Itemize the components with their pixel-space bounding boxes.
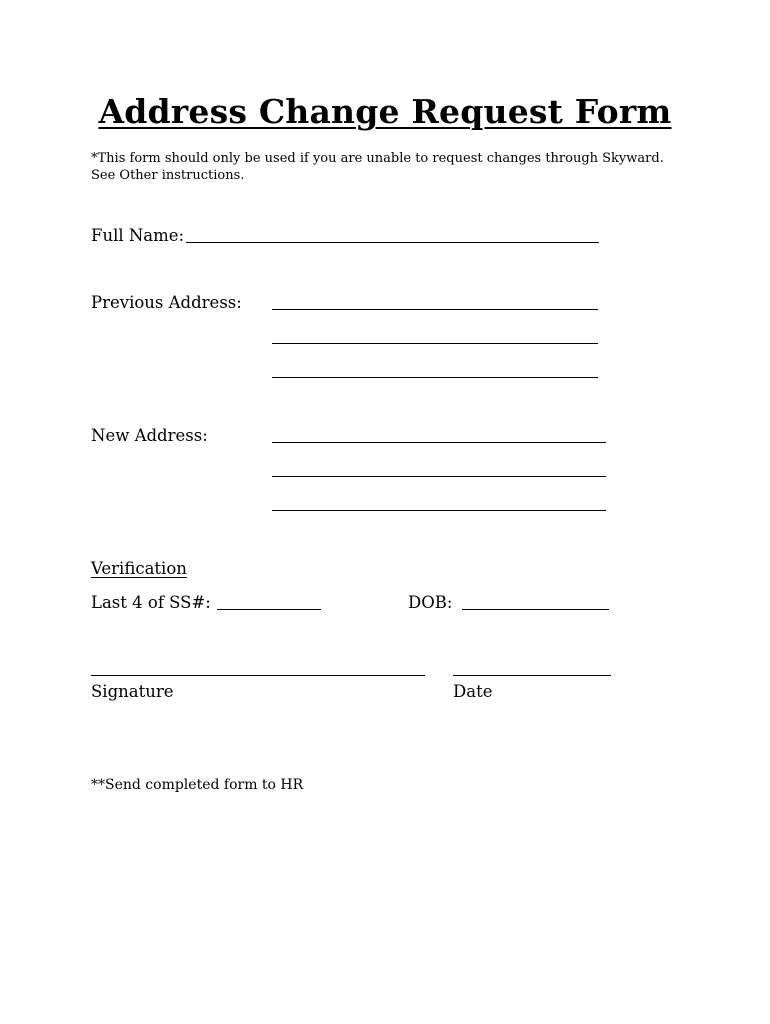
verification-heading: Verification (91, 559, 187, 578)
previous-address-line-3[interactable] (272, 377, 598, 378)
full-name-field[interactable] (186, 242, 599, 243)
footer-note: **Send completed form to HR (91, 777, 304, 793)
previous-address-label: Previous Address: (91, 293, 242, 312)
ssn-label: Last 4 of SS#: (91, 593, 211, 612)
dob-field[interactable] (462, 609, 609, 610)
dob-label: DOB: (408, 593, 453, 612)
new-address-line-1[interactable] (272, 442, 606, 443)
full-name-label: Full Name: (91, 226, 185, 245)
signature-field[interactable] (91, 675, 425, 676)
new-address-line-2[interactable] (272, 476, 606, 477)
signature-label: Signature (91, 682, 174, 701)
new-address-line-3[interactable] (272, 510, 606, 511)
form-title: Address Change Request Form (98, 92, 672, 131)
form-note-line-1: *This form should only be used if you are unable to request changes through Skyward. (91, 151, 664, 166)
ssn-field[interactable] (217, 609, 321, 610)
form-note-line-2: See Other instructions. (91, 168, 245, 183)
previous-address-line-2[interactable] (272, 343, 598, 344)
date-label: Date (453, 682, 493, 701)
new-address-label: New Address: (91, 426, 208, 445)
previous-address-line-1[interactable] (272, 309, 598, 310)
date-field[interactable] (453, 675, 611, 676)
